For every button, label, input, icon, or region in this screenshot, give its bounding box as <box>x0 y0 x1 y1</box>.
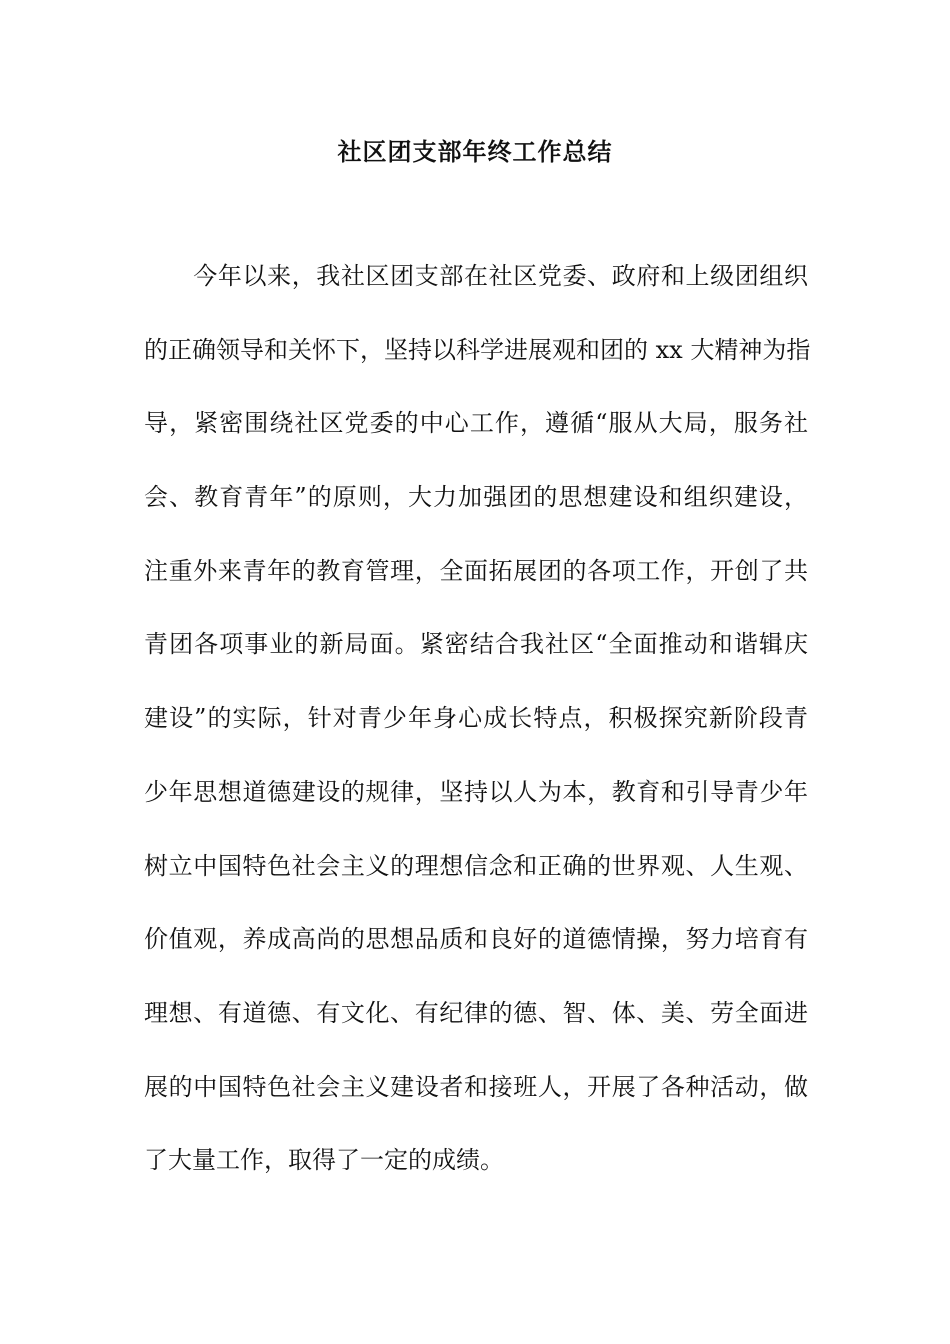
paragraph-line: 理想、有道德、有文化、有纪律的德、智、体、美、劳全面进 <box>144 998 808 1027</box>
paragraph-line: 会、教育青年”的原则，大力加强团的思想建设和组织建设， <box>144 483 808 512</box>
paragraph-line: 价值观，养成高尚的思想品质和良好的道德情操，努力培育有 <box>144 925 808 954</box>
paragraph-line: 青团各项事业的新局面。紧密结合我社区“全面推动和谐辑庆 <box>144 630 808 659</box>
paragraph-line: 今年以来，我社区团支部在社区党委、政府和上级团组织 <box>144 262 808 290</box>
paragraph-line: 建设”的实际，针对青少年身心成长特点，积极探究新阶段青 <box>144 704 808 733</box>
paragraph-line: 导，紧密围绕社区党委的中心工作，遵循“服从大局，服务社 <box>144 409 808 438</box>
paragraph-line: 展的中国特色社会主义建设者和接班人，开展了各种活动，做 <box>144 1072 808 1101</box>
paragraph-line: 少年思想道德建设的规律，坚持以人为本，教育和引导青少年 <box>144 777 808 806</box>
document-title: 社区团支部年终工作总结 <box>337 137 613 166</box>
paragraph-line: 的正确领导和关怀下，坚持以科学进展观和团的 xx 大精神为指 <box>144 335 811 364</box>
paragraph-line: 树立中国特色社会主义的理想信念和正确的世界观、人生观、 <box>144 851 808 880</box>
paragraph-line-last: 了大量工作，取得了一定的成绩。 <box>144 1146 504 1175</box>
paragraph-line: 注重外来青年的教育管理，全面拓展团的各项工作，开创了共 <box>144 556 808 585</box>
body-paragraph <box>144 254 811 1212</box>
